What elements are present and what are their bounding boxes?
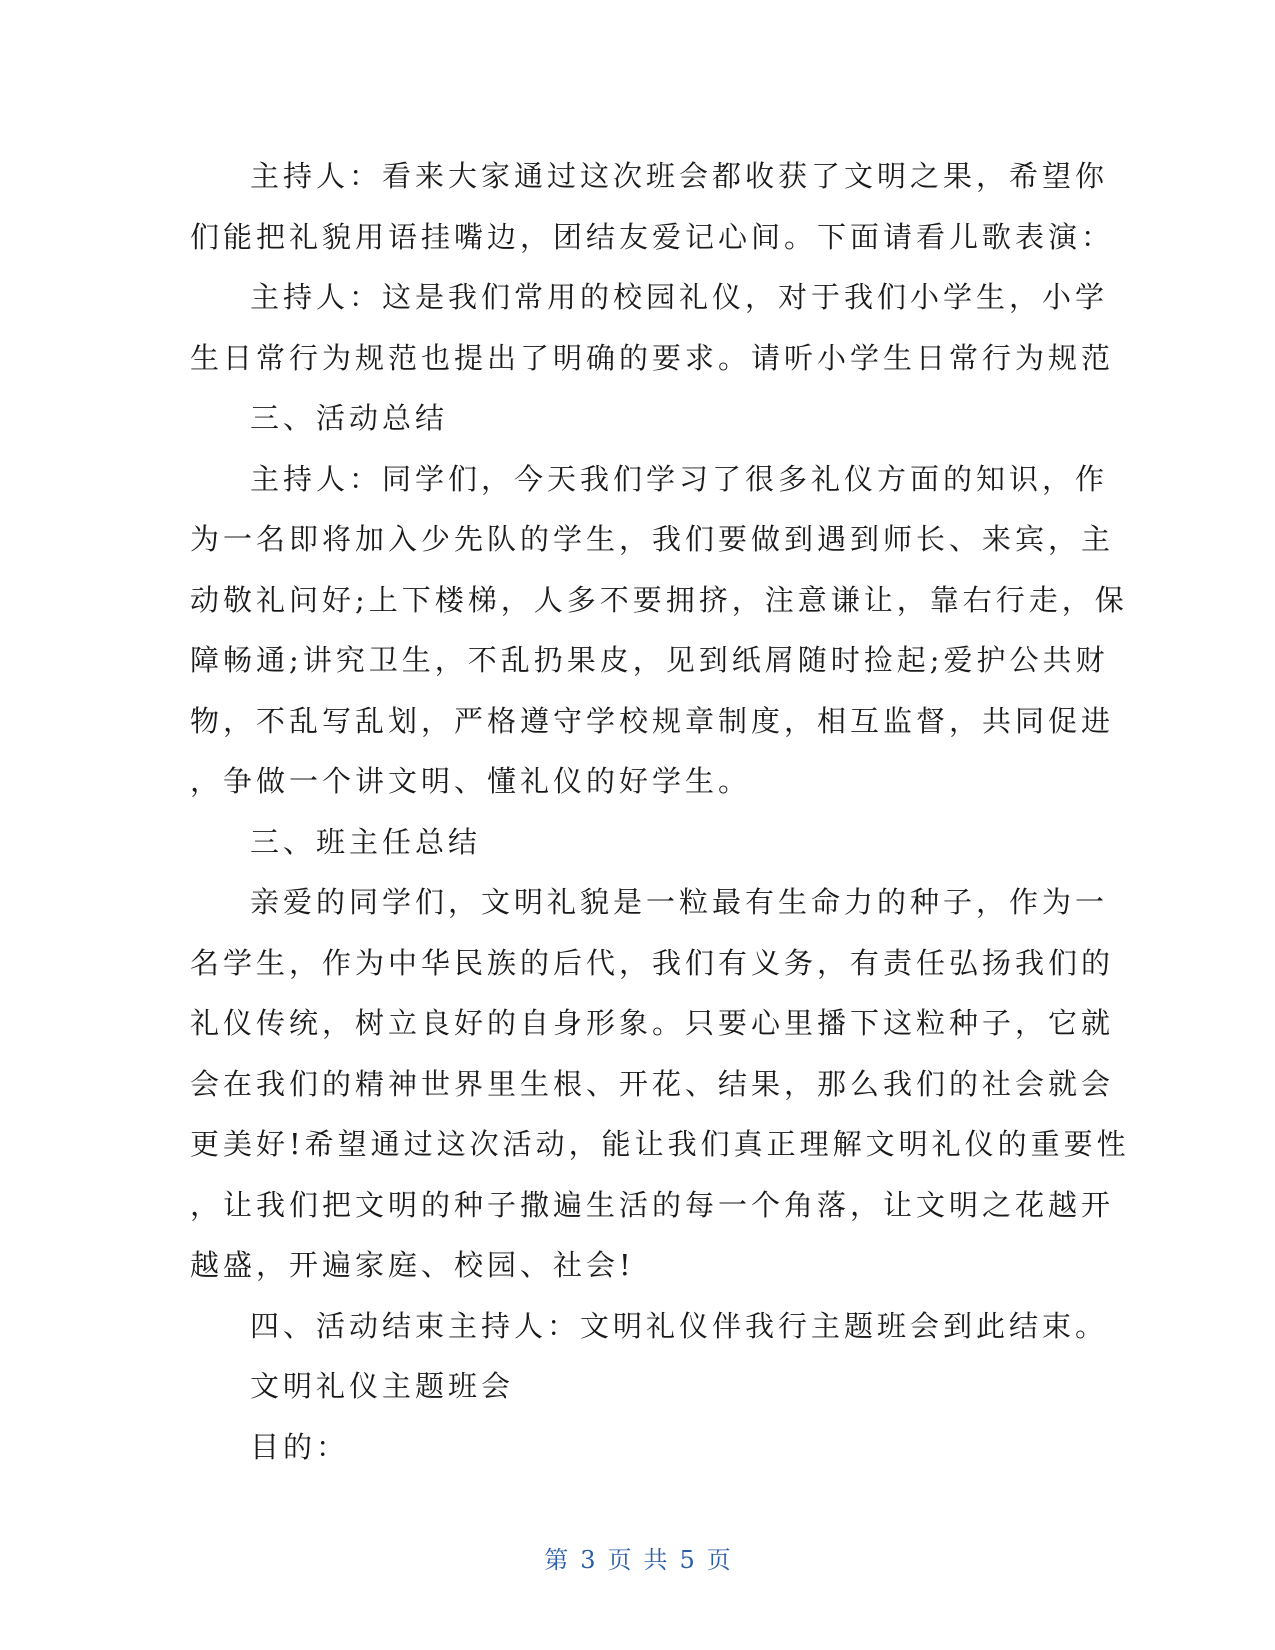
paragraph-line: 动敬礼问好;上下楼梯，人多不要拥挤，注意谦让，靠右行走，保 bbox=[190, 582, 1128, 617]
paragraph-line: 礼仪传统，树立良好的自身形象。只要心里播下这粒种子，它就 bbox=[190, 1006, 1115, 1040]
paragraph-line: 障畅通;讲究卫生，不乱扔果皮，见到纸屑随时捡起;爱护公共财 bbox=[190, 643, 1109, 677]
section-heading: 三、活动总结 bbox=[250, 401, 449, 435]
paragraph-line: 会在我们的精神世界里生根、开花、结果，那么我们的社会就会 bbox=[190, 1066, 1115, 1101]
footer-total-pages: 5 bbox=[679, 1546, 695, 1574]
paragraph-line: 主持人：这是我们常用的校园礼仪，对于我们小学生，小学 bbox=[250, 280, 1109, 314]
paragraph-line: ，让我们把文明的种子撒遍生活的每一个角落，让文明之花越开 bbox=[190, 1187, 1115, 1222]
page-footer bbox=[0, 1540, 1275, 1575]
paragraph-line: 们能把礼貌用语挂嘴边，团结友爱记心间。下面请看儿歌表演： bbox=[190, 219, 1115, 254]
section-heading: 三、班主任总结 bbox=[250, 824, 482, 859]
paragraph-line: 亲爱的同学们，文明礼貌是一粒最有生命力的种子，作为一 bbox=[250, 885, 1109, 919]
section-heading: 四、活动结束主持人：文明礼仪伴我行主题班会到此结束。 bbox=[250, 1308, 1109, 1343]
document-body bbox=[190, 146, 1130, 1477]
paragraph-line: 目的： bbox=[250, 1429, 350, 1464]
paragraph-line: 更美好!希望通过这次活动，能让我们真正理解文明礼仪的重要性 bbox=[190, 1127, 1130, 1161]
paragraph-line: 为一名即将加入少先队的学生，我们要做到遇到师长、来宾，主 bbox=[190, 522, 1115, 556]
paragraph-line: 物，不乱写乱划，严格遵守学校规章制度，相互监督，共同促进 bbox=[190, 703, 1115, 738]
paragraph-line: 越盛，开遍家庭、校园、社会! bbox=[190, 1248, 635, 1282]
paragraph-line: 名学生，作为中华民族的后代，我们有义务，有责任弘扬我们的 bbox=[190, 945, 1115, 980]
document-subtitle: 文明礼仪主题班会 bbox=[250, 1369, 515, 1403]
paragraph-line: 主持人：看来大家通过这次班会都收获了文明之果，希望你 bbox=[250, 159, 1109, 193]
paragraph-line: 生日常行为规范也提出了明确的要求。请听小学生日常行为规范 bbox=[190, 340, 1115, 375]
footer-total-suffix: 页 bbox=[706, 1546, 731, 1574]
footer-page-word: 页 bbox=[607, 1546, 632, 1574]
paragraph-line: ，争做一个讲文明、懂礼仪的好学生。 bbox=[190, 764, 752, 798]
footer-prefix: 第 bbox=[544, 1546, 569, 1574]
footer-total-prefix: 共 bbox=[643, 1546, 668, 1574]
footer-current-page: 3 bbox=[580, 1546, 596, 1574]
paragraph-line: 主持人：同学们，今天我们学习了很多礼仪方面的知识，作 bbox=[250, 461, 1109, 496]
